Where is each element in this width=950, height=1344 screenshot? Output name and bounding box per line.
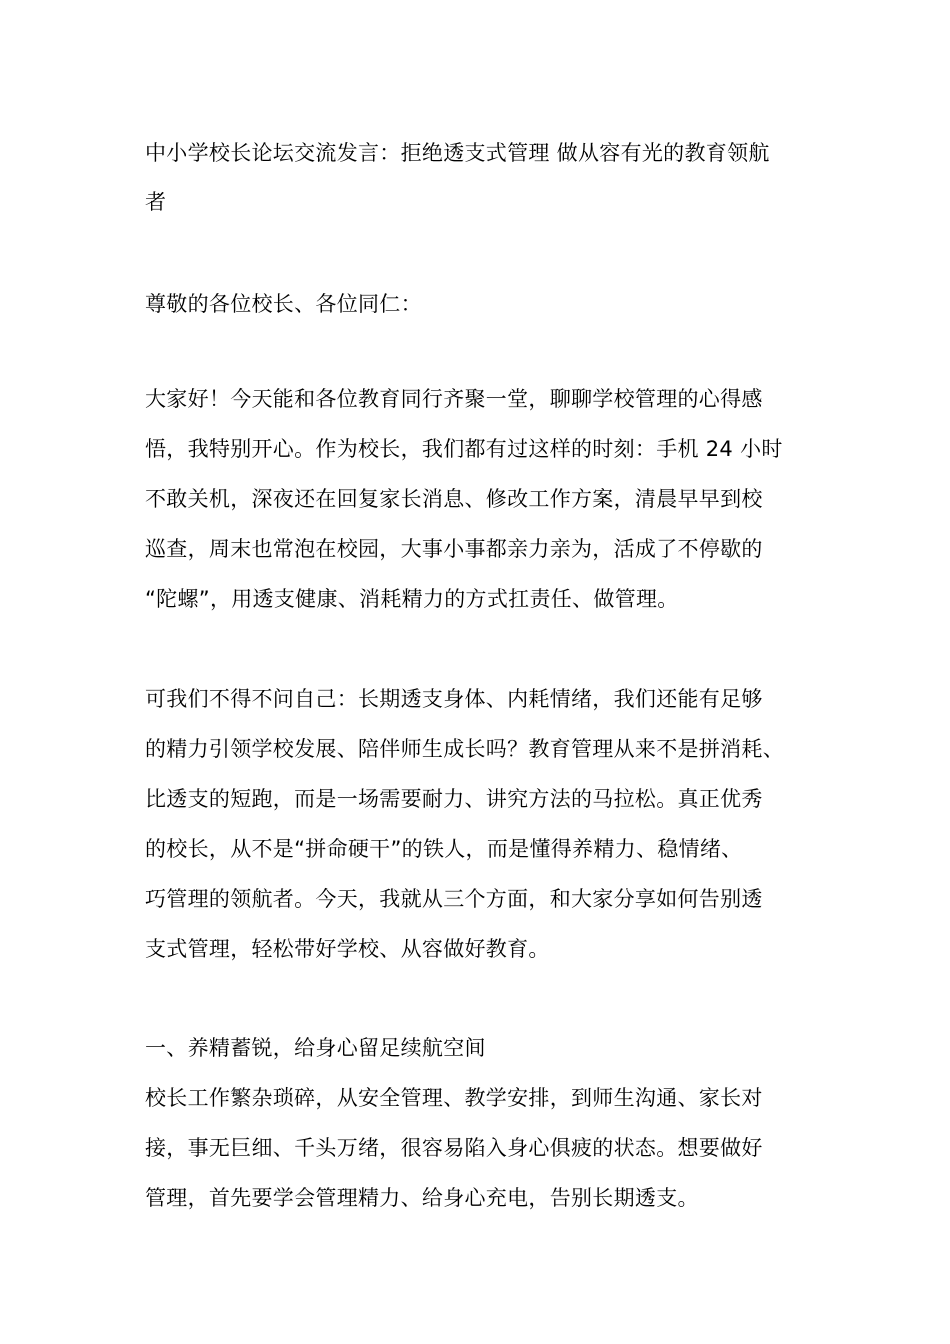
paragraph-2-line-2: 的精力引领学校发展、陪伴师生成长吗？教育管理从来不是拼消耗、 (145, 737, 784, 761)
paragraph-1-line-1: 大家好！今天能和各位教育同行齐聚一堂，聊聊学校管理的心得感 (145, 387, 763, 411)
section-1-line-2: 接，事无巨细、千头万绪，很容易陷入身心俱疲的状态。想要做好 (145, 1136, 763, 1160)
paragraph-1-line-2: 悟，我特别开心。作为校长，我们都有过这样的时刻：手机 24 小时 (145, 437, 783, 461)
salutation: 尊敬的各位校长、各位同仁： (145, 292, 422, 316)
paragraph-2-line-1: 可我们不得不问自己：长期透支身体、内耗情绪，我们还能有足够 (145, 687, 763, 711)
paragraph-1-line-3: 不敢关机，深夜还在回复家长消息、修改工作方案，清晨早早到校 (145, 487, 763, 511)
document-title-line-1: 中小学校长论坛交流发言：拒绝透支式管理 做从容有光的教育领航 (145, 141, 770, 165)
paragraph-2-line-6: 支式管理，轻松带好学校、从容做好教育。 (145, 937, 550, 961)
paragraph-2-line-3: 比透支的短跑，而是一场需要耐力、讲究方法的马拉松。真正优秀 (145, 787, 763, 811)
section-1-heading: 一、养精蓄锐，给身心留足续航空间 (145, 1036, 486, 1060)
section-1-line-3: 管理，首先要学会管理精力、给身心充电，告别长期透支。 (145, 1186, 699, 1210)
paragraph-2-line-5: 巧管理的领航者。今天，我就从三个方面，和大家分享如何告别透 (145, 887, 763, 911)
document-title-line-2: 者 (145, 190, 167, 214)
paragraph-2-line-4: 的校长，从不是“拼命硬干”的铁人，而是懂得养精力、稳情绪、 (145, 837, 743, 861)
paragraph-1-line-5: “陀螺”，用透支健康、消耗精力的方式扛责任、做管理。 (145, 587, 679, 611)
paragraph-1-line-4: 巡查，周末也常泡在校园，大事小事都亲力亲为，活成了不停歇的 (145, 537, 763, 561)
section-1-line-1: 校长工作繁杂琐碎，从安全管理、教学安排，到师生沟通、家长对 (145, 1086, 763, 1110)
